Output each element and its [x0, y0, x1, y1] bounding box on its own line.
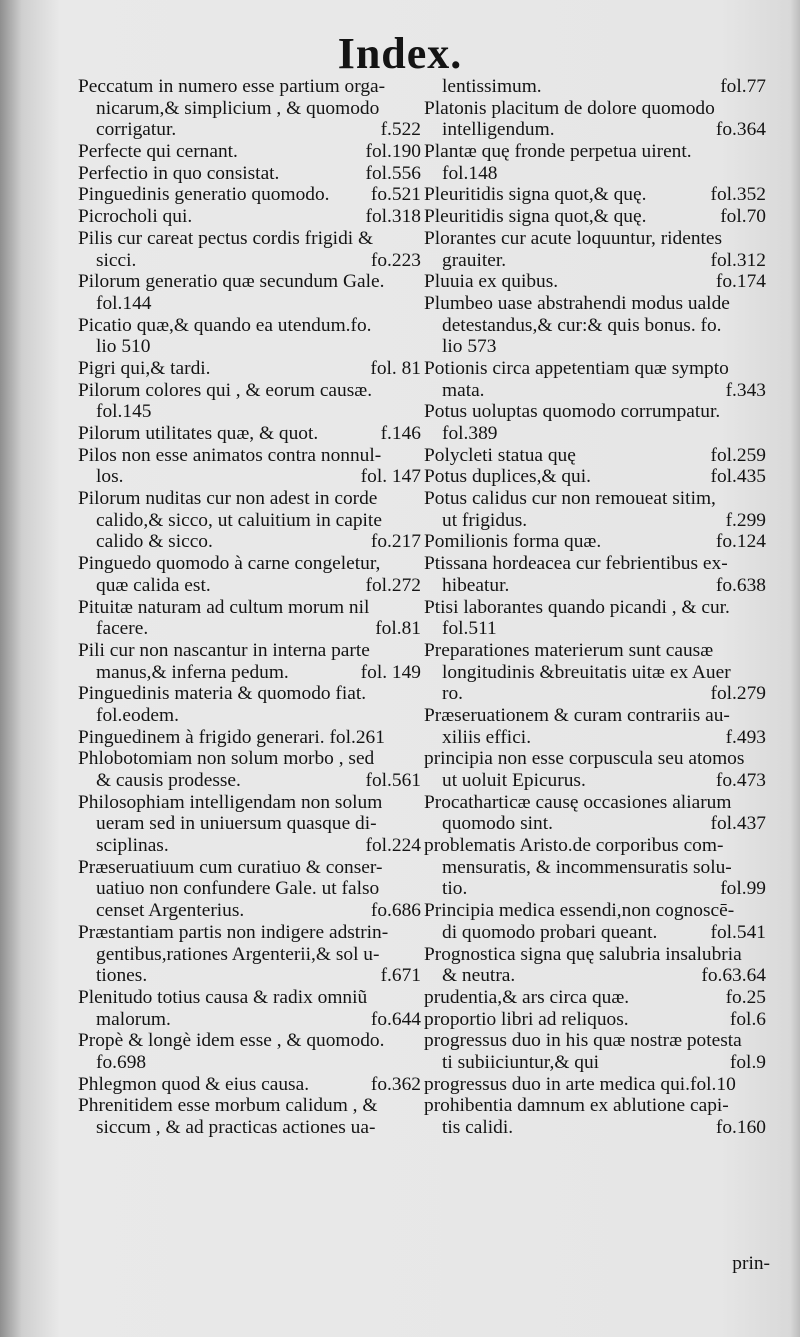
index-entry-line: [78, 727, 421, 749]
index-entry-line: [78, 944, 421, 966]
index-entry-line: [78, 640, 421, 662]
index-entry-line: [78, 1074, 421, 1096]
index-entry-line: [424, 206, 766, 228]
folio-reference: f.493: [725, 726, 766, 748]
index-entry-line: [78, 510, 421, 532]
index-entry: [424, 271, 766, 293]
entry-text: Propè & longè idem esse , & quomodo.: [78, 1030, 385, 1052]
entry-text: ut uoluit Epicurus.: [442, 770, 586, 791]
entry-text: ro.: [442, 683, 464, 705]
index-entry-line: [424, 813, 766, 835]
folio-reference: fo.686: [370, 900, 421, 922]
entry-text: grauiter.: [442, 249, 507, 271]
index-entry-line: [78, 987, 421, 1009]
index-entry: [424, 1095, 766, 1138]
index-entry: [424, 597, 766, 640]
index-entry-line: [78, 683, 421, 705]
index-entry: [78, 1030, 421, 1073]
index-entry-line: [78, 770, 421, 792]
index-entry: [78, 141, 421, 163]
index-entry-line: [424, 423, 766, 445]
entry-text: Pleuritidis signa quot,& quę.: [424, 206, 647, 228]
index-entry-line: [78, 184, 421, 206]
entry-text: Pinguedinis generatio quomodo.: [78, 184, 330, 206]
entry-text: Peccatum in numero esse partium orga-: [78, 76, 386, 97]
entry-text: Pilis cur careat pectus cordis frigidi &: [78, 227, 374, 249]
folio-reference: fol.6: [729, 1008, 766, 1030]
index-entry: [424, 184, 766, 206]
folio-reference: fol.352: [710, 184, 766, 206]
index-entry-line: [424, 380, 766, 402]
index-entry: [424, 1009, 766, 1031]
folio-reference: fol.81: [375, 618, 421, 640]
page-title: Index.: [337, 29, 463, 78]
index-entry: [424, 531, 766, 553]
entry-text: corrigatur.: [96, 119, 177, 141]
entry-text: Procatharticæ causę occasiones aliarum: [424, 791, 732, 813]
entry-text: Perfecte qui cernant.: [78, 141, 238, 163]
index-entry-line: [424, 857, 766, 879]
entry-text: Prognostica signa quę salubria insalubria: [424, 943, 742, 965]
index-entry-line: [424, 835, 766, 857]
index-entry-line: [78, 1052, 421, 1074]
folio-reference: fo.362: [370, 1073, 421, 1095]
index-entry-line: [424, 315, 766, 337]
index-entry: [424, 748, 766, 791]
entry-text: problematis Aristo.de corporibus com-: [424, 835, 724, 857]
index-entry-line: [78, 358, 421, 380]
index-entry: [424, 835, 766, 900]
index-entry-line: [424, 748, 766, 770]
index-entry-line: [424, 727, 766, 749]
entry-text: lentissimum.: [442, 76, 542, 97]
folio-reference: fol.70: [720, 206, 766, 228]
index-entry: [424, 1030, 766, 1073]
entry-text: quæ calida est.: [96, 574, 211, 596]
index-entry: [78, 922, 421, 987]
folio-reference: fol.224: [365, 835, 421, 857]
folio-reference: fol.561: [365, 770, 421, 791]
index-entry: [424, 705, 766, 748]
entry-text: lio 510: [96, 336, 151, 358]
entry-text: fol.148: [442, 162, 498, 184]
entry-text: ueram sed in uniuersum quasque di-: [96, 813, 377, 835]
folio-reference: fol.77: [720, 76, 766, 97]
index-entry-line: [78, 922, 421, 944]
index-entry-line: [78, 1095, 421, 1117]
index-entry-line: [424, 271, 766, 293]
index-entry-line: [78, 1117, 421, 1139]
index-entry-line: [78, 618, 421, 640]
entry-text: Pinguedo quomodo à carne congeletur,: [78, 553, 381, 575]
entry-text: principia non esse corpuscula seu atomos: [424, 748, 745, 770]
folio-reference: fo.521: [370, 184, 421, 206]
entry-text: Pilos non esse animatos contra nonnul-: [78, 444, 382, 466]
entry-text: Pilorum colores qui , & eorum causæ.: [78, 379, 373, 401]
index-entry: [78, 1095, 421, 1138]
entry-text: Picrocholi qui.: [78, 206, 193, 228]
index-entry-line: [424, 640, 766, 662]
index-entry-line: [78, 662, 421, 684]
folio-reference: f.522: [380, 119, 421, 141]
folio-reference: fol.9: [729, 1051, 766, 1073]
entry-text: Polycleti statua quę: [424, 444, 576, 466]
index-entry: [424, 900, 766, 943]
index-entry-line: [424, 965, 766, 987]
entry-text: hibeatur.: [442, 574, 510, 596]
index-entry-line: [424, 76, 766, 98]
index-entry: [78, 640, 421, 683]
entry-text: malorum.: [96, 1008, 171, 1030]
folio-reference: fo.174: [715, 271, 766, 293]
index-entry: [424, 553, 766, 596]
entry-text: los.: [96, 466, 124, 488]
entry-text: fol.511: [442, 618, 497, 640]
index-entry-line: [424, 683, 766, 705]
index-entry: [78, 553, 421, 596]
entry-text: sicci.: [96, 249, 137, 271]
folio-reference: fol.437: [710, 813, 766, 835]
index-entry-line: [78, 336, 421, 358]
index-entry: [78, 423, 421, 445]
index-entry-line: [78, 575, 421, 597]
entry-text: Pilorum utilitates quæ, & quot.: [78, 423, 319, 444]
folio-reference: fol.312: [710, 249, 766, 271]
folio-reference: fol.556: [365, 162, 421, 184]
index-entry: [78, 727, 421, 749]
index-entry: [78, 184, 421, 206]
index-entry: [78, 380, 421, 423]
index-entry-line: [78, 206, 421, 228]
folio-reference: fo.644: [370, 1008, 421, 1030]
entry-text: longitudinis &breuitatis uitæ ex Auer: [442, 661, 731, 683]
index-entry-line: [424, 336, 766, 358]
entry-text: fol.144: [96, 292, 152, 314]
index-entry-line: [424, 531, 766, 553]
folio-reference: fol.318: [365, 206, 421, 228]
index-entry-line: [78, 531, 421, 553]
index-entry-line: [424, 293, 766, 315]
index-entry-line: [78, 228, 421, 250]
folio-reference: f.146: [380, 423, 421, 444]
entry-text: Pituitæ naturam ad cultum morum nil: [78, 596, 370, 618]
entry-text: prohibentia damnum ex ablutione capi-: [424, 1095, 729, 1117]
entry-text: ti subiiciuntur,& qui: [442, 1051, 600, 1073]
index-entry-line: [424, 597, 766, 619]
entry-text: calido,& sicco, ut caluitium in capite: [96, 509, 382, 531]
entry-text: Preparationes materierum sunt causæ: [424, 639, 714, 661]
index-entry-line: [424, 792, 766, 814]
index-entry-line: [424, 922, 766, 944]
index-entry: [78, 597, 421, 640]
folio-reference: f.299: [725, 509, 766, 531]
index-entry-line: [424, 944, 766, 966]
catchword: prin-: [732, 1253, 770, 1274]
index-entry-line: [424, 770, 766, 792]
entry-text: lio 573: [442, 336, 497, 358]
index-entry-line: [78, 900, 421, 922]
entry-text: sciplinas.: [96, 835, 169, 857]
folio-reference: fol.99: [720, 878, 766, 900]
index-entry-line: [424, 900, 766, 922]
index-entry-line: [78, 141, 421, 163]
folio-reference: fo.223: [370, 249, 421, 271]
index-entry-line: [78, 271, 421, 293]
index-entry: [424, 640, 766, 705]
entry-text: & causis prodesse.: [96, 770, 241, 791]
folio-reference: fo.638: [715, 574, 766, 596]
entry-text: siccum , & ad practicas actiones ua-: [96, 1117, 376, 1138]
index-entry-line: [78, 315, 421, 337]
index-entry-line: [424, 1009, 766, 1031]
index-entry-line: [78, 553, 421, 575]
index-entry-line: [424, 466, 766, 488]
folio-reference: fol.272: [365, 574, 421, 596]
index-entry-line: [424, 575, 766, 597]
index-entry-line: [78, 98, 421, 120]
entry-text: Perfectio in quo consistat.: [78, 162, 280, 184]
index-entry-line: [78, 163, 421, 185]
index-entry-line: [78, 423, 421, 445]
folio-reference: f.343: [725, 379, 766, 401]
folio-reference: fol.190: [365, 141, 421, 163]
index-entry-line: [424, 141, 766, 163]
entry-text: Potionis circa appetentiam quæ sympto: [424, 357, 729, 379]
entry-text: di quomodo probari queant.: [442, 921, 658, 943]
folio-reference: fo.160: [715, 1117, 766, 1138]
folio-reference: fo.473: [715, 770, 766, 791]
entry-text: Potus calidus cur non remoueat sitim,: [424, 488, 716, 510]
index-entry-line: [424, 1052, 766, 1074]
index-entry: [78, 228, 421, 271]
index-entry-line: [78, 792, 421, 814]
folio-reference: fo.25: [725, 986, 766, 1008]
index-entry: [424, 358, 766, 401]
index-entry: [424, 466, 766, 488]
index-entry: [78, 987, 421, 1030]
folio-reference: fol.435: [710, 466, 766, 488]
entry-text: facere.: [96, 618, 149, 640]
index-entry-line: [78, 380, 421, 402]
index-entry: [424, 293, 766, 358]
index-entry-line: [424, 98, 766, 120]
index-entry-line: [78, 748, 421, 770]
entry-text: manus,& inferna pedum.: [96, 661, 289, 683]
index-entry-line: [78, 705, 421, 727]
entry-text: fol.389: [442, 423, 498, 444]
index-entry-line: [78, 76, 421, 98]
entry-text: censet Argenterius.: [96, 900, 245, 922]
entry-text: Pilorum generatio quæ secundum Gale.: [78, 271, 385, 293]
index-entry: [424, 944, 766, 987]
index-entry-line: [78, 878, 421, 900]
entry-text: fol.eodem.: [96, 704, 179, 726]
folio-reference: f.671: [380, 965, 421, 987]
entry-text: Præstantiam partis non indigere adstrin-: [78, 921, 389, 943]
folio-reference: fol. 81: [370, 357, 421, 379]
index-entry: [424, 445, 766, 467]
index-entry: [424, 98, 766, 141]
index-entry: [424, 401, 766, 444]
index-entry: [424, 792, 766, 835]
folio-reference: fol. 149: [360, 661, 421, 683]
index-entry-line: [78, 293, 421, 315]
index-column-left: [78, 76, 421, 1139]
index-entry-line: [424, 401, 766, 423]
index-entry-line: [78, 857, 421, 879]
entry-text: Plorantes cur acute loquuntur, ridentes: [424, 227, 723, 249]
index-entry-line: [424, 228, 766, 250]
entry-text: Picatio quæ,& quando ea utendum.fo.: [78, 314, 372, 336]
index-entry-line: [78, 488, 421, 510]
index-entry-line: [424, 662, 766, 684]
index-entry: [78, 445, 421, 488]
entry-text: Pinguedinis materia & quomodo fiat.: [78, 683, 367, 705]
index-entry: [78, 76, 421, 141]
entry-text: Ptissana hordeacea cur febrientibus ex-: [424, 553, 728, 575]
entry-text: calido & sicco.: [96, 531, 213, 553]
index-entry-line: [424, 1030, 766, 1052]
folio-reference: fo.63.64: [701, 965, 766, 987]
index-entry-line: [424, 1095, 766, 1117]
index-entry: [78, 683, 421, 726]
entry-text: Pili cur non nascantur in interna parte: [78, 639, 370, 661]
index-entry-line: [78, 835, 421, 857]
entry-text: Phrenitidem esse morbum calidum , &: [78, 1095, 378, 1117]
entry-text: Principia medica essendi,non cognoscē-: [424, 900, 735, 922]
entry-text: Pleuritidis signa quot,& quę.: [424, 184, 647, 206]
entry-text: Potus uoluptas quomodo corrumpatur.: [424, 401, 721, 423]
entry-text: detestandus,& cur:& quis bonus. fo.: [442, 314, 722, 336]
index-entry: [424, 228, 766, 271]
index-entry-line: [424, 1117, 766, 1139]
entry-text: prudentia,& ars circa quæ.: [424, 986, 630, 1008]
entry-text: Pilorum nuditas cur non adest in corde: [78, 488, 378, 510]
index-entry: [78, 1074, 421, 1096]
index-entry: [424, 488, 766, 531]
entry-text: fol.145: [96, 401, 152, 423]
index-entry-line: [78, 965, 421, 987]
folio-reference: fo.217: [370, 531, 421, 553]
entry-text: nicarum,& simplicium , & quomodo: [96, 97, 380, 119]
entry-text: Ptisi laborantes quando picandi , & cur.: [424, 596, 730, 618]
index-entry-line: [78, 401, 421, 423]
index-entry-line: [424, 250, 766, 272]
entry-text: Pigri qui,& tardi.: [78, 357, 211, 379]
index-entry: [424, 76, 766, 98]
entry-text: Pomilionis forma quæ.: [424, 531, 602, 553]
index-entry: [78, 163, 421, 185]
index-entry-line: [424, 445, 766, 467]
entry-text: Potus duplices,& qui.: [424, 466, 591, 488]
entry-text: Phlobotomiam non solum morbo , sed: [78, 748, 375, 770]
entry-text: tis calidi.: [442, 1117, 514, 1138]
entry-text: progressus duo in arte medica qui.fol.10: [424, 1073, 736, 1095]
index-entry: [424, 987, 766, 1009]
index-entry: [78, 358, 421, 380]
entry-text: & neutra.: [442, 965, 516, 987]
index-entry: [78, 748, 421, 791]
entry-text: Phlegmon quod & eius causa.: [78, 1073, 310, 1095]
index-entry: [424, 206, 766, 228]
index-entry: [78, 271, 421, 314]
index-entry-line: [424, 184, 766, 206]
folio-reference: fol.541: [710, 921, 766, 943]
index-entry: [78, 315, 421, 358]
index-entry-line: [424, 1074, 766, 1096]
index-entry-line: [424, 119, 766, 141]
folio-reference: fo.364: [715, 119, 766, 141]
entry-text: intelligendum.: [442, 119, 555, 141]
entry-text: tiones.: [96, 965, 148, 987]
entry-text: Platonis placitum de dolore quomodo: [424, 97, 715, 119]
entry-text: uatiuo non confundere Gale. ut falso: [96, 878, 380, 900]
index-entry-line: [78, 597, 421, 619]
index-entry-line: [424, 163, 766, 185]
index-entry-line: [424, 358, 766, 380]
folio-reference: fol. 147: [360, 466, 421, 488]
entry-text: gentibus,rationes Argenterii,& sol u-: [96, 943, 380, 965]
index-entry-line: [424, 553, 766, 575]
entry-text: Philosophiam intelligendam non solum: [78, 791, 383, 813]
index-entry-line: [424, 510, 766, 532]
entry-text: xiliis effici.: [442, 726, 532, 748]
entry-text: Pinguedinem à frigido generari. fol.261: [78, 726, 385, 748]
entry-text: progressus duo in his quæ nostræ potesta: [424, 1030, 742, 1052]
entry-text: Plantæ quę fronde perpetua uirent.: [424, 141, 692, 163]
folio-reference: fol.259: [710, 444, 766, 466]
index-entry: [78, 488, 421, 553]
index-column-right: [424, 76, 766, 1139]
index-entry-line: [424, 987, 766, 1009]
index-entry-line: [78, 250, 421, 272]
entry-text: Plenitudo totius causa & radix omniũ: [78, 986, 368, 1008]
entry-text: Pluuia ex quibus.: [424, 271, 559, 293]
index-entry-line: [78, 1030, 421, 1052]
entry-text: mata.: [442, 379, 485, 401]
entry-text: tio.: [442, 878, 468, 900]
index-entry-line: [424, 878, 766, 900]
entry-text: fo.698: [96, 1051, 147, 1073]
index-entry-line: [78, 466, 421, 488]
entry-text: Præseruationem & curam contrariis au-: [424, 704, 730, 726]
entry-text: proportio libri ad reliquos.: [424, 1008, 629, 1030]
index-entry-line: [78, 119, 421, 141]
index-entry: [78, 206, 421, 228]
index-entry-line: [78, 813, 421, 835]
entry-text: Præseruatiuum cum curatiuo & conser-: [78, 856, 383, 878]
entry-text: mensuratis, & incommensuratis solu-: [442, 856, 732, 878]
index-entry-line: [424, 705, 766, 727]
index-entry-line: [424, 618, 766, 640]
index-entry-line: [424, 488, 766, 510]
entry-text: ut frigidus.: [442, 509, 528, 531]
folio-reference: fol.279: [710, 683, 766, 705]
index-entry-line: [78, 1009, 421, 1031]
entry-text: quomodo sint.: [442, 813, 553, 835]
folio-reference: fo.124: [715, 531, 766, 553]
index-entry: [424, 1074, 766, 1096]
index-entry: [424, 141, 766, 184]
entry-text: Plumbeo uase abstrahendi modus ualde: [424, 292, 730, 314]
index-entry: [78, 857, 421, 922]
index-entry: [78, 792, 421, 857]
index-entry-line: [78, 445, 421, 467]
